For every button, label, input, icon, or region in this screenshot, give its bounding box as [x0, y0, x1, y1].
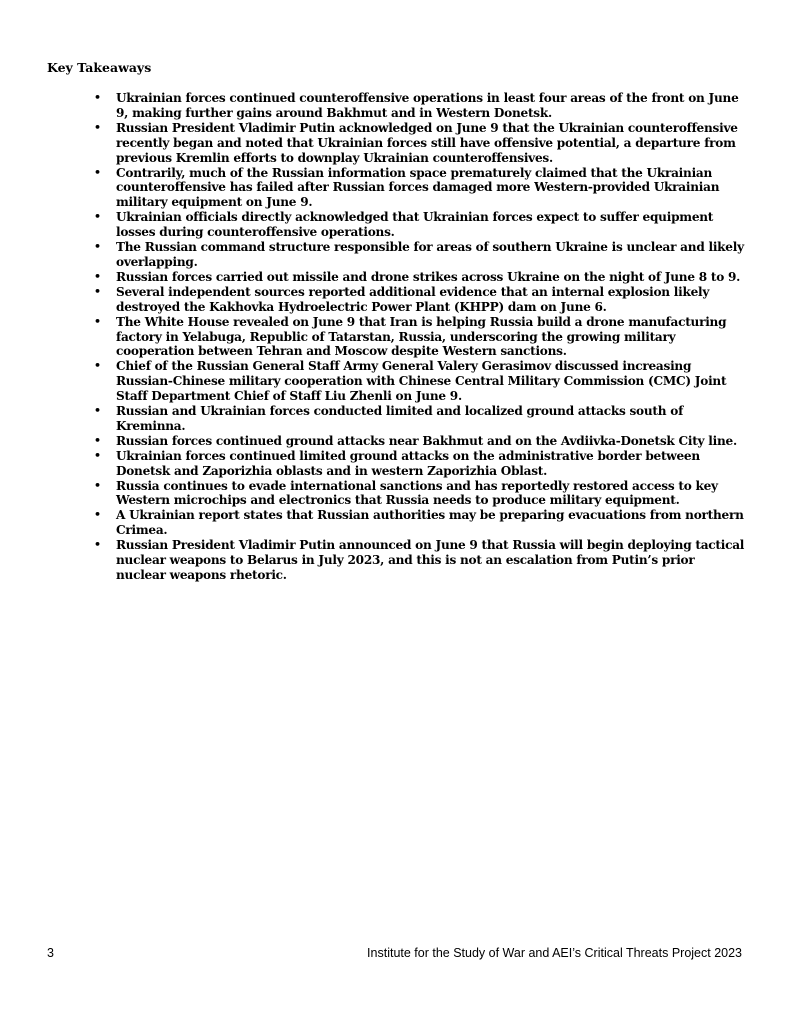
takeaway-item [94, 269, 748, 285]
takeaway-item [94, 210, 748, 240]
bullet-icon: • [94, 165, 101, 179]
bullet-icon: • [94, 404, 101, 418]
bullet-icon: • [94, 284, 101, 298]
bullet-icon: • [94, 538, 101, 552]
bullet-icon: • [94, 314, 101, 328]
takeaway-item [94, 165, 748, 211]
takeaway-text: The White House revealed on June 9 that Iran is helping Russia build a drone manufacturing factory in Yelabuga, Republic of Tatarstan, Russia, underscoring the growing military cooperation between Tehran and Moscow despite Western sanctions. [116, 314, 727, 359]
takeaway-text: Ukrainian officials directly acknowledged that Ukrainian forces expect to suffer equipment losses during counteroffensive operations. [116, 210, 714, 240]
bullet-icon: • [94, 433, 101, 447]
takeaway-text: Russian President Vladimir Putin acknowledged on June 9 that the Ukrainian counteroffensive recently began and noted that Ukrainian forces still have offensive potential, a departure from previous Kremlin efforts to downplay Ukrainian counteroffensives. [116, 120, 738, 165]
takeaway-item [94, 433, 748, 449]
takeaway-text: The Russian command structure responsible for areas of southern Ukraine is unclear and likely overlapping. [116, 240, 744, 269]
takeaway-item [94, 91, 748, 121]
key-takeaways-heading: Key Takeaways [47, 60, 152, 75]
page-number: 3 [47, 946, 54, 960]
takeaway-text: Ukrainian forces continued limited ground attacks on the administrative border between Donetsk and Zaporizhia oblasts and in western Zaporizhia Oblast. [116, 448, 700, 478]
takeaway-item [94, 508, 748, 538]
takeaway-text: Russian and Ukrainian forces conducted limited and localized ground attacks south of Kreminna. [116, 404, 684, 433]
takeaway-item [94, 314, 748, 360]
bullet-icon: • [94, 478, 101, 492]
takeaway-text: Russian forces continued ground attacks near Bakhmut and on the Avdiivka-Donetsk City line. [116, 433, 737, 448]
takeaway-item [94, 538, 748, 583]
bullet-icon: • [94, 91, 101, 104]
takeaway-text: A Ukrainian report states that Russian authorities may be preparing evacuations from northern Crimea. [116, 508, 744, 538]
takeaway-item [94, 478, 748, 509]
takeaway-item [94, 240, 748, 270]
takeaway-item [94, 448, 748, 479]
takeaway-text: Russian forces carried out missile and drone strikes across Ukraine on the night of June 8 to 9. [116, 269, 741, 284]
bullet-icon: • [94, 448, 101, 462]
bullet-icon: • [94, 210, 101, 224]
bullet-icon: • [94, 359, 101, 373]
takeaway-text: Russia continues to evade international sanctions and has reportedly restored access to key Western microchips and electronics that Russia needs to produce military equipment. [116, 478, 718, 508]
bullet-icon: • [94, 508, 101, 522]
takeaway-text: Chief of the Russian General Staff Army General Valery Gerasimov discussed increasing Russian-Chinese military cooperation with Chinese Central Military Commission (CMC) Joint Staff Department Chief of Staff Liu Zhenli on June 9. [116, 359, 727, 404]
takeaway-item [94, 359, 748, 404]
bullet-icon: • [94, 120, 101, 134]
bullet-icon: • [94, 269, 101, 283]
takeaway-text: Ukrainian forces continued counteroffensive operations in least four areas of the front on June 9, making further gains around Bakhmut and in Western Donetsk. [116, 91, 739, 120]
takeaway-item [94, 284, 748, 315]
takeaway-text: Russian President Vladimir Putin announced on June 9 that Russia will begin deploying tactical nuclear weapons to Belarus in July 2023, and this is not an escalation from Putin’s prior nuclear weapons rhetoric. [116, 538, 745, 582]
takeaway-text: Contrarily, much of the Russian information space prematurely claimed that the Ukrainian counteroffensive has failed after Russian forces damaged more Western-provided Ukrainian military equipment on June 9. [116, 165, 720, 210]
key-takeaways-list [94, 91, 748, 583]
bullet-icon: • [94, 240, 101, 254]
footer-credit: Institute for the Study of War and AEI’s Critical Threats Project 2023 [367, 946, 742, 960]
takeaway-item [94, 120, 748, 166]
takeaway-item [94, 404, 748, 434]
takeaway-text: Several independent sources reported additional evidence that an internal explosion likely destroyed the Kakhovka Hydroelectric Power Plant (KHPP) dam on June 6. [116, 284, 710, 314]
